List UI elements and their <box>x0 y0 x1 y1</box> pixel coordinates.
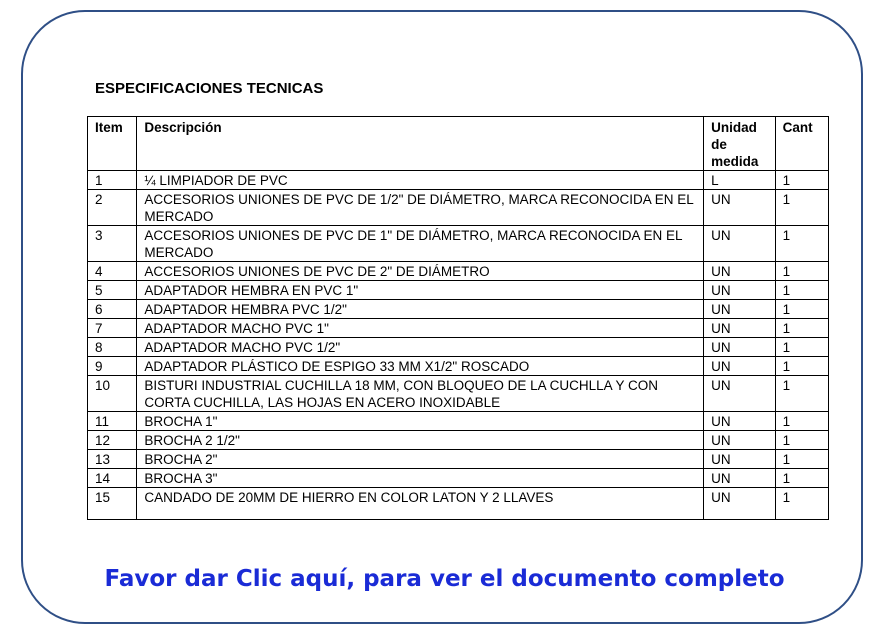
cell-description: ¼ LIMPIADOR DE PVC <box>137 171 704 190</box>
cell-description: BROCHA 2 1/2" <box>137 431 704 450</box>
cell-quantity: 1 <box>775 300 828 319</box>
cell-unit: UN <box>704 226 775 262</box>
cell-unit: L <box>704 171 775 190</box>
cell-unit: UN <box>704 338 775 357</box>
cell-description: ADAPTADOR HEMBRA PVC 1/2" <box>137 300 704 319</box>
cell-quantity: 1 <box>775 190 828 226</box>
column-header-description: Descripción <box>137 117 704 171</box>
cell-item: 8 <box>88 338 137 357</box>
table-row <box>88 376 829 412</box>
cell-unit: UN <box>704 412 775 431</box>
cell-quantity: 1 <box>775 262 828 281</box>
cell-item: 6 <box>88 300 137 319</box>
table-row <box>88 431 829 450</box>
specifications-table <box>87 116 829 520</box>
cell-description: ADAPTADOR MACHO PVC 1" <box>137 319 704 338</box>
cell-description: BROCHA 1" <box>137 412 704 431</box>
cell-description: BROCHA 3" <box>137 469 704 488</box>
cell-unit: UN <box>704 469 775 488</box>
cell-description: ADAPTADOR PLÁSTICO DE ESPIGO 33 MM X1/2" ROSCADO <box>137 357 704 376</box>
document-title: ESPECIFICACIONES TECNICAS <box>95 80 324 97</box>
table-row <box>88 281 829 300</box>
cell-item: 2 <box>88 190 137 226</box>
cell-item: 3 <box>88 226 137 262</box>
table-row <box>88 469 829 488</box>
cell-quantity: 1 <box>775 412 828 431</box>
view-full-document-link[interactable]: Favor dar Clic aquí, para ver el documento completo <box>104 566 785 592</box>
cell-item: 11 <box>88 412 137 431</box>
cell-description: ADAPTADOR MACHO PVC 1/2" <box>137 338 704 357</box>
cell-description: CANDADO DE 20MM DE HIERRO EN COLOR LATON Y 2 LLAVES <box>137 488 704 520</box>
table-row <box>88 412 829 431</box>
cell-unit: UN <box>704 431 775 450</box>
cell-item: 5 <box>88 281 137 300</box>
cell-item: 10 <box>88 376 137 412</box>
cell-quantity: 1 <box>775 469 828 488</box>
cell-quantity: 1 <box>775 319 828 338</box>
cell-quantity: 1 <box>775 357 828 376</box>
column-header-unit: Unidad de medida <box>704 117 775 171</box>
cell-item: 9 <box>88 357 137 376</box>
cell-item: 14 <box>88 469 137 488</box>
cell-description: ACCESORIOS UNIONES DE PVC DE 2" DE DIÁMETRO <box>137 262 704 281</box>
table-row <box>88 262 829 281</box>
cell-item: 4 <box>88 262 137 281</box>
cell-unit: UN <box>704 190 775 226</box>
cell-quantity: 1 <box>775 281 828 300</box>
cell-description: ADAPTADOR HEMBRA EN PVC 1" <box>137 281 704 300</box>
table-header-row <box>88 117 829 171</box>
cell-quantity: 1 <box>775 226 828 262</box>
cell-description: BROCHA 2" <box>137 450 704 469</box>
cell-item: 12 <box>88 431 137 450</box>
cell-unit: UN <box>704 450 775 469</box>
table-row <box>88 319 829 338</box>
column-header-quantity: Cant <box>775 117 828 171</box>
table-row <box>88 357 829 376</box>
cell-description: ACCESORIOS UNIONES DE PVC DE 1/2" DE DIÁMETRO, MARCA RECONOCIDA EN EL MERCADO <box>137 190 704 226</box>
cell-quantity: 1 <box>775 338 828 357</box>
table-row <box>88 300 829 319</box>
cell-unit: UN <box>704 281 775 300</box>
table-row <box>88 171 829 190</box>
cell-description: ACCESORIOS UNIONES DE PVC DE 1" DE DIÁMETRO, MARCA RECONOCIDA EN EL MERCADO <box>137 226 704 262</box>
table-row <box>88 190 829 226</box>
cell-item: 13 <box>88 450 137 469</box>
cell-quantity: 1 <box>775 376 828 412</box>
cell-unit: UN <box>704 488 775 520</box>
cell-unit: UN <box>704 319 775 338</box>
cell-quantity: 1 <box>775 431 828 450</box>
cell-unit: UN <box>704 262 775 281</box>
cell-unit: UN <box>704 300 775 319</box>
cell-item: 15 <box>88 488 137 520</box>
cell-description: BISTURI INDUSTRIAL CUCHILLA 18 MM, CON BLOQUEO DE LA CUCHLLA Y CON CORTA CUCHILLA, LAS HOJAS EN ACERO INOXIDABLE <box>137 376 704 412</box>
table-row <box>88 338 829 357</box>
cell-quantity: 1 <box>775 450 828 469</box>
table-row <box>88 488 829 520</box>
cell-quantity: 1 <box>775 171 828 190</box>
cell-quantity: 1 <box>775 488 828 520</box>
table-row <box>88 450 829 469</box>
cell-item: 1 <box>88 171 137 190</box>
table-body <box>88 171 829 520</box>
column-header-item: Item <box>88 117 137 171</box>
table-row <box>88 226 829 262</box>
cell-unit: UN <box>704 357 775 376</box>
cell-unit: UN <box>704 376 775 412</box>
cell-item: 7 <box>88 319 137 338</box>
